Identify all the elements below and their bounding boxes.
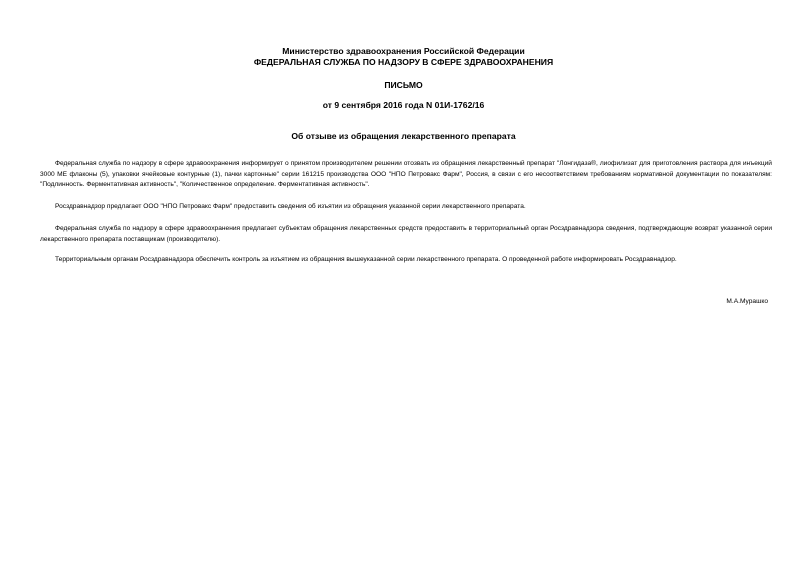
- paragraph-2: Росздравнадзор предлагает ООО "НПО Петровакс Фарм" предоставить сведения об изъятии из обращения указанной серии лекарственного препарата.: [55, 203, 526, 210]
- signature: М.А.Мурашко: [726, 298, 768, 305]
- document-header: [0, 46, 807, 68]
- document-subject: Об отзыве из обращения лекарственного препарата: [291, 131, 516, 141]
- document-date-number: от 9 сентября 2016 года N 01И-1762/16: [322, 100, 485, 110]
- paragraph-1: Федеральная служба по надзору в сфере здравоохранения информирует о принятом производителем решении отозвать из обращения лекарственный препарат "Лонгидаза®, лиофилизат для приготовления раствора для инъекций 3000 МЕ флаконы (5), упаковки ячейковые контурные (1), пачки картонные" серии 161215 производства ООО "НПО Петровакс Фарм", Россия, в связи с его несоответствием требованиям нормативной документации по показателям: "Подлинность. Ферментативная активность", "Количественное определение. Ферментативная активность".: [40, 160, 772, 188]
- paragraph-3: Федеральная служба по надзору в сфере здравоохранения предлагает субъектам обращения лекарственных средств предоставить в территориальный орган Росздравнадзора сведения, подтверждающие возврат указанной серии лекарственного препарата поставщикам (производителю).: [40, 225, 772, 243]
- service-name: ФЕДЕРАЛЬНАЯ СЛУЖБА ПО НАДЗОРУ В СФЕРЕ ЗДРАВООХРАНЕНИЯ: [253, 57, 554, 67]
- ministry-name: Министерство здравоохранения Российской Федерации: [282, 46, 525, 56]
- document-type: ПИСЬМО: [384, 80, 423, 90]
- paragraph-4: Территориальным органам Росздравнадзора обеспечить контроль за изъятием из обращения вышеуказанной серии лекарственного препарата. О проведенной работе информировать Росздравнадзор.: [55, 256, 677, 263]
